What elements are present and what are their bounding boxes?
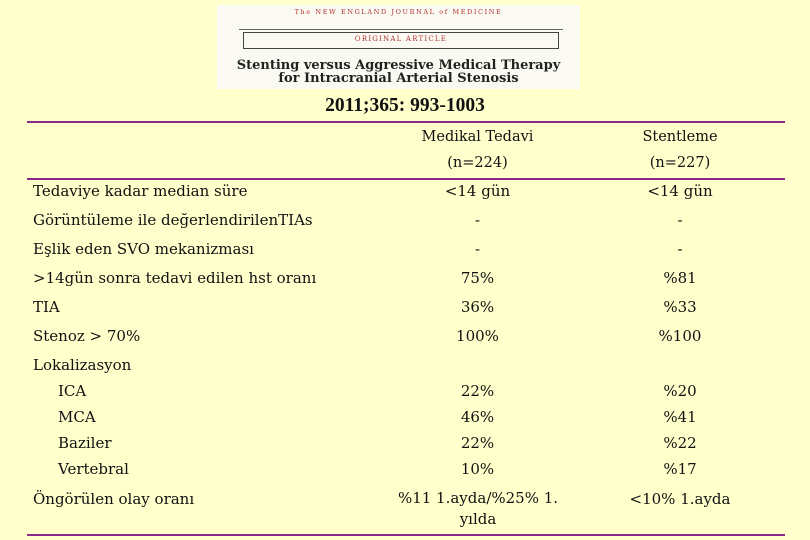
journal-name: The NEW ENGLAND JOURNAL of MEDICINE — [294, 8, 503, 16]
medical-value: 46% — [460, 408, 495, 426]
column-header-stent — [580, 124, 780, 176]
medical-value: <14 gün — [444, 182, 511, 200]
stent-value: %41 — [663, 408, 697, 426]
column-header-medical — [380, 124, 575, 176]
table-bottom-rule — [27, 534, 785, 536]
stent-value: - — [677, 211, 683, 229]
row-label: ICA — [58, 382, 87, 400]
column-name: Medikal Tedavi — [421, 129, 534, 145]
row-label: >14gün sonra tedavi edilen hst oranı — [33, 269, 317, 287]
row-label: Eşlik eden SVO mekanizması — [33, 240, 254, 258]
row-label: Lokalizasyon — [33, 356, 132, 374]
medical-value: - — [474, 211, 481, 229]
article-masthead — [217, 5, 580, 89]
medical-value: %11 1.ayda/%25% 1. yılda — [397, 489, 559, 528]
medical-value: 22% — [460, 382, 495, 400]
stent-value: %17 — [663, 460, 697, 478]
column-n: (n=227) — [649, 155, 711, 171]
article-title — [217, 59, 580, 85]
citation: 2011;365: 993-1003 — [325, 95, 485, 116]
section-label: ORIGINAL ARTICLE — [243, 32, 559, 49]
medical-value: 22% — [460, 434, 495, 452]
medical-value: 75% — [460, 269, 495, 287]
stent-value: %100 — [658, 327, 702, 345]
medical-value: 100% — [456, 327, 499, 345]
stent-value: <14 gün — [647, 182, 713, 200]
stent-value: %33 — [663, 298, 697, 316]
stent-value: <10% 1.ayda — [629, 490, 731, 508]
row-label: Tedaviye kadar median süre — [33, 182, 248, 200]
row-label: Stenoz > 70% — [33, 327, 141, 345]
column-name: Stentleme — [642, 129, 718, 145]
medical-value: 10% — [460, 460, 495, 478]
row-label: TIA — [33, 298, 60, 316]
medical-value: - — [474, 240, 481, 258]
table-header-rule — [27, 178, 785, 180]
row-label: Görüntüleme ile değerlendirilenTIAs — [33, 211, 313, 229]
article-title-line1: Stenting versus Aggressive Medical Therapy — [236, 58, 561, 73]
row-label: MCA — [58, 408, 96, 426]
stent-value: %81 — [663, 269, 697, 287]
article-title-line2: for Intracranial Arterial Stenosis — [278, 71, 519, 86]
table-top-rule — [27, 121, 785, 123]
row-label: Öngörülen olay oranı — [33, 490, 195, 508]
stent-value: %22 — [663, 434, 697, 452]
row-label: Vertebral — [58, 460, 129, 478]
row-label: Baziler — [58, 434, 112, 452]
medical-value: 36% — [460, 298, 495, 316]
column-n: (n=224) — [447, 155, 508, 171]
stent-value: %20 — [663, 382, 697, 400]
stent-value: - — [677, 240, 683, 258]
